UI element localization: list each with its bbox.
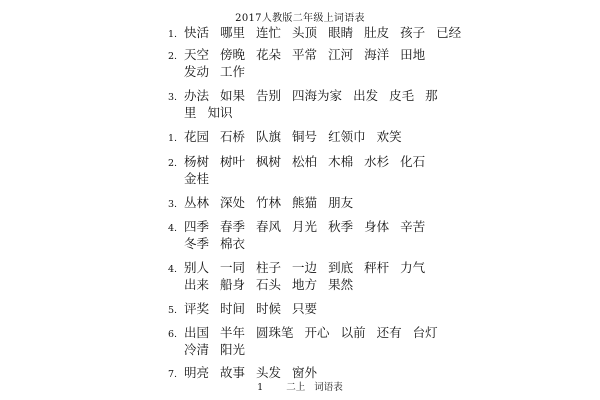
entry-line	[168, 300, 448, 317]
vocabulary-entry	[168, 324, 448, 358]
vocabulary-word: 已经	[436, 25, 462, 40]
vocabulary-word: 如果	[220, 88, 246, 103]
footer-label: 词语表	[314, 382, 343, 393]
vocabulary-word: 圆珠笔	[256, 325, 294, 340]
entry-line	[168, 194, 448, 211]
entry-number: 3.	[168, 199, 178, 210]
vocabulary-word: 棉衣	[220, 236, 246, 251]
vocabulary-word: 杨树	[184, 154, 210, 169]
vocabulary-word: 冷清	[184, 342, 210, 357]
vocabulary-entry	[168, 259, 448, 293]
vocabulary-word: 一同	[220, 260, 246, 275]
entry-line	[168, 276, 448, 293]
vocabulary-word: 开心	[304, 325, 330, 340]
vocabulary-word: 队旗	[256, 129, 282, 144]
vocabulary-word: 月光	[292, 219, 318, 234]
entry-number: 4.	[168, 223, 178, 234]
vocabulary-word: 花朵	[256, 47, 282, 62]
entry-line	[168, 153, 448, 170]
vocabulary-word: 身体	[364, 219, 390, 234]
vocabulary-word: 熊猫	[292, 195, 318, 210]
vocabulary-word: 头发	[256, 365, 282, 380]
vocabulary-word: 秋季	[328, 219, 354, 234]
vocabulary-word: 还有	[376, 325, 402, 340]
vocabulary-word: 知识	[207, 105, 233, 120]
vocabulary-word: 肚皮	[364, 25, 390, 40]
entry-line	[168, 128, 448, 145]
vocabulary-word: 明亮	[184, 365, 210, 380]
entry-line	[168, 218, 448, 235]
vocabulary-word: 石头	[256, 277, 282, 292]
entry-number: 4.	[168, 264, 178, 275]
vocabulary-word: 船身	[220, 277, 246, 292]
vocabulary-word: 深处	[220, 195, 246, 210]
entry-line	[168, 170, 448, 187]
vocabulary-word: 半年	[220, 325, 246, 340]
footer-section: 二上	[286, 382, 306, 393]
entry-line	[168, 87, 448, 104]
vocabulary-word: 辛苦	[400, 219, 426, 234]
entry-number: 3.	[168, 92, 178, 103]
vocabulary-word: 田地	[400, 47, 426, 62]
vocabulary-word: 春季	[220, 219, 246, 234]
entry-line	[168, 341, 448, 358]
entry-number: 2.	[168, 51, 178, 62]
vocabulary-word: 柱子	[256, 260, 282, 275]
vocabulary-word: 水杉	[364, 154, 390, 169]
vocabulary-word: 一边	[292, 260, 318, 275]
vocabulary-word: 金桂	[184, 171, 210, 186]
vocabulary-entry	[168, 128, 448, 145]
vocabulary-word: 化石	[400, 154, 426, 169]
vocabulary-word: 春风	[256, 219, 282, 234]
vocabulary-word: 时间	[220, 301, 246, 316]
vocabulary-word: 树叶	[220, 154, 246, 169]
page-footer	[0, 379, 600, 393]
vocabulary-word: 花园	[184, 129, 210, 144]
vocabulary-word: 办法	[184, 88, 210, 103]
vocabulary-word: 窗外	[292, 365, 318, 380]
vocabulary-word: 铜号	[292, 129, 318, 144]
vocabulary-word: 头顶	[292, 25, 318, 40]
vocabulary-word: 木棉	[328, 154, 354, 169]
vocabulary-word: 台灯	[412, 325, 438, 340]
vocabulary-word: 那	[425, 88, 438, 103]
vocabulary-entry	[168, 24, 462, 41]
entry-line	[168, 235, 448, 252]
vocabulary-word: 眼睛	[328, 25, 354, 40]
entry-line	[168, 46, 448, 63]
entry-number: 1.	[168, 133, 178, 144]
vocabulary-word: 四海为家	[292, 88, 343, 103]
entry-number: 1.	[168, 29, 178, 40]
vocabulary-word: 故事	[220, 365, 246, 380]
vocabulary-word: 冬季	[184, 236, 210, 251]
vocabulary-entry	[168, 218, 448, 252]
vocabulary-word: 工作	[220, 64, 246, 79]
entry-line	[168, 63, 448, 80]
vocabulary-word: 海洋	[364, 47, 390, 62]
vocabulary-entry	[168, 46, 448, 80]
vocabulary-word: 出发	[353, 88, 379, 103]
entry-number: 7.	[168, 369, 178, 380]
vocabulary-word: 竹林	[256, 195, 282, 210]
vocabulary-word: 傍晚	[220, 47, 246, 62]
vocabulary-word: 丛林	[184, 195, 210, 210]
vocabulary-word: 只要	[292, 301, 318, 316]
entry-line	[168, 324, 448, 341]
entry-line	[168, 259, 448, 276]
vocabulary-word: 四季	[184, 219, 210, 234]
vocabulary-word: 松柏	[292, 154, 318, 169]
footer-page-number: 1	[257, 382, 264, 393]
entry-number: 6.	[168, 329, 178, 340]
vocabulary-word: 里	[184, 105, 197, 120]
vocabulary-word: 评奖	[184, 301, 210, 316]
vocabulary-word: 别人	[184, 260, 210, 275]
vocabulary-entry	[168, 153, 448, 187]
vocabulary-word: 以前	[340, 325, 366, 340]
vocabulary-word: 果然	[328, 277, 354, 292]
vocabulary-word: 阳光	[220, 342, 246, 357]
vocabulary-word: 到底	[328, 260, 354, 275]
vocabulary-word: 告别	[256, 88, 282, 103]
entry-number: 5.	[168, 305, 178, 316]
vocabulary-word: 出国	[184, 325, 210, 340]
vocabulary-word: 连忙	[256, 25, 282, 40]
vocabulary-word: 天空	[184, 47, 210, 62]
entry-number: 2.	[168, 158, 178, 169]
vocabulary-word: 枫树	[256, 154, 282, 169]
vocabulary-word: 红领巾	[328, 129, 366, 144]
vocabulary-word: 力气	[400, 260, 426, 275]
vocabulary-entry	[168, 194, 448, 211]
document-title: 2017人教版二年级上词语表	[235, 13, 365, 24]
vocabulary-word: 孩子	[400, 25, 426, 40]
vocabulary-word: 朋友	[328, 195, 354, 210]
vocabulary-word: 快活	[184, 25, 210, 40]
vocabulary-word: 石桥	[220, 129, 246, 144]
vocabulary-word: 秤杆	[364, 260, 390, 275]
vocabulary-entry	[168, 87, 448, 121]
entry-line	[168, 104, 448, 121]
vocabulary-word: 地方	[292, 277, 318, 292]
vocabulary-word: 欢笑	[376, 129, 402, 144]
vocabulary-word: 时候	[256, 301, 282, 316]
entry-line	[168, 24, 462, 41]
vocabulary-word: 江河	[328, 47, 354, 62]
vocabulary-word: 皮毛	[389, 88, 415, 103]
vocabulary-word: 平常	[292, 47, 318, 62]
vocabulary-word: 发动	[184, 64, 210, 79]
vocabulary-word: 出来	[184, 277, 210, 292]
vocabulary-entry	[168, 300, 448, 317]
vocabulary-word: 哪里	[220, 25, 246, 40]
